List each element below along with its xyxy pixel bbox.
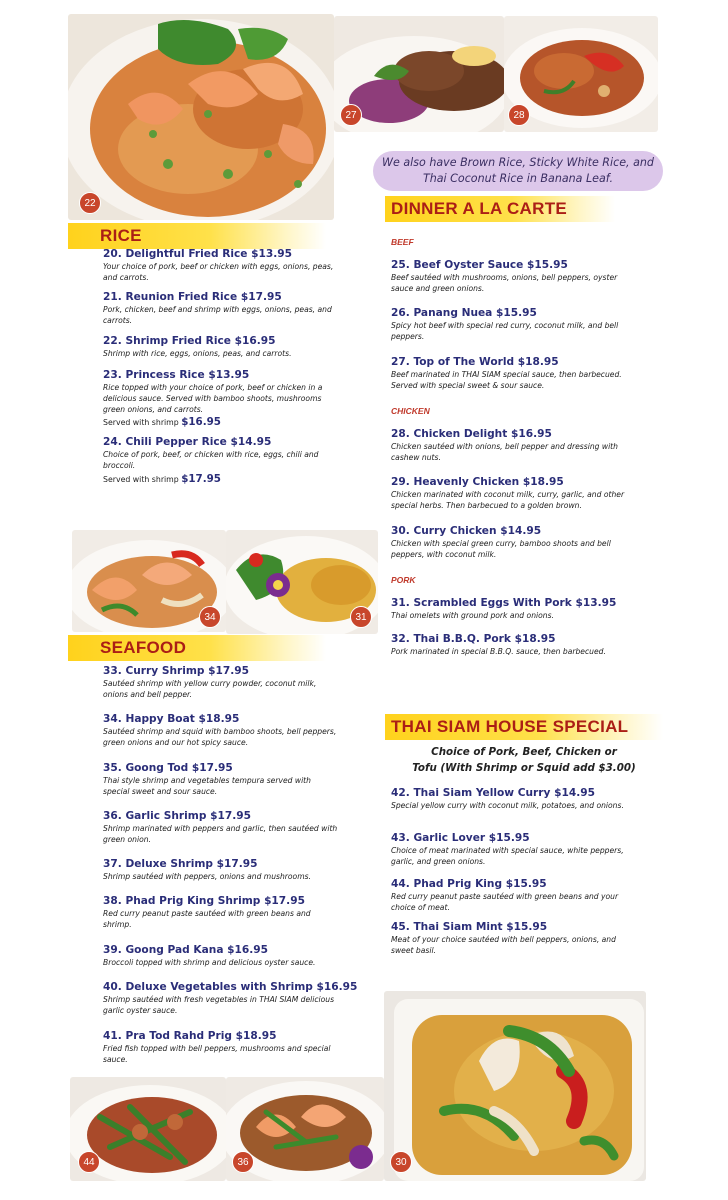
- menu-item: [391, 597, 626, 622]
- menu-item: [391, 878, 626, 914]
- item-description: Beef sautéed with mushrooms, onions, bell peppers, oyster sauce and green onions.: [391, 273, 618, 293]
- shrimp-option: [103, 416, 338, 428]
- item-description: Red curry peanut paste sautéed with green beans and your choice of meat.: [391, 892, 619, 912]
- item-name: 36. Garlic Shrimp $17.95: [103, 810, 251, 822]
- item-description: Shrimp with rice, eggs, onions, peas, and carrots.: [103, 349, 292, 358]
- photo-number-badge: 22: [79, 192, 101, 214]
- photo-garlic-shrimp: [226, 1077, 384, 1181]
- item-name: 20. Delightful Fried Rice $13.95: [103, 248, 293, 260]
- item-description: Red curry peanut paste sautéed with green beans and shrimp.: [103, 909, 311, 929]
- note-line-1: We also have Brown Rice, Sticky White Rice, and: [382, 156, 654, 169]
- item-name: 34. Happy Boat $18.95: [103, 713, 240, 725]
- item-name: 29. Heavenly Chicken $18.95: [391, 476, 564, 488]
- menu-item: [391, 832, 626, 868]
- item-name: 30. Curry Chicken $14.95: [391, 525, 542, 537]
- menu-item: [391, 259, 626, 295]
- item-description: Pork marinated in special B.B.Q. sauce, then barbecued.: [391, 647, 606, 656]
- shrimp-option-price: $16.95: [181, 416, 221, 429]
- photo-number-badge: 27: [340, 104, 362, 126]
- photo-chicken-delight: [504, 16, 658, 132]
- photo-scrambled-eggs: [226, 530, 378, 634]
- menu-item: [103, 335, 338, 360]
- meat-choice-note: [388, 745, 660, 776]
- menu-item: [103, 762, 338, 798]
- meat-choice-line-1: Choice of Pork, Beef, Chicken or: [431, 746, 617, 758]
- photo-number-badge: 31: [350, 606, 372, 628]
- item-name: 26. Panang Nuea $15.95: [391, 307, 537, 319]
- item-name: 39. Goong Pad Kana $16.95: [103, 944, 269, 956]
- item-description: Special yellow curry with coconut milk, potatoes, and onions.: [391, 801, 624, 810]
- item-name: 24. Chili Pepper Rice $14.95: [103, 436, 272, 448]
- pork-subheading: PORK: [391, 575, 416, 585]
- menu-item: [391, 476, 626, 512]
- item-description: Thai style shrimp and vegetables tempura served with special sweet and sour sauce.: [103, 776, 311, 796]
- item-name: 31. Scrambled Eggs With Pork $13.95: [391, 597, 617, 609]
- chicken-subheading: CHICKEN: [391, 406, 430, 416]
- item-name: 44. Phad Prig King $15.95: [391, 878, 547, 890]
- menu-item: [391, 428, 626, 464]
- item-name: 22. Shrimp Fried Rice $16.95: [103, 335, 276, 347]
- item-description: Chicken sautéed with onions, bell pepper and dressing with cashew nuts.: [391, 442, 618, 462]
- menu-item: [103, 1030, 338, 1066]
- item-name: 37. Deluxe Shrimp $17.95: [103, 858, 258, 870]
- photo-number-badge: 30: [390, 1151, 412, 1173]
- house-special-heading: THAI SIAM HOUSE SPECIAL: [385, 714, 663, 740]
- menu-item: [103, 665, 338, 701]
- menu-item: [391, 921, 626, 957]
- item-description: Broccoli topped with shrimp and delicious oyster sauce.: [103, 958, 316, 967]
- menu-item: [391, 787, 626, 812]
- photo-phad-prig-king: [70, 1077, 226, 1181]
- shrimp-option: [103, 473, 338, 485]
- menu-item: [391, 307, 626, 343]
- menu-item: [103, 895, 338, 931]
- item-description: Meat of your choice sautéed with bell peppers, onions, and sweet basil.: [391, 935, 616, 955]
- menu-item: [103, 944, 338, 969]
- photo-curry-chicken: [384, 991, 646, 1181]
- item-name: 45. Thai Siam Mint $15.95: [391, 921, 548, 933]
- menu-item: [391, 525, 626, 561]
- rice-options-note: [373, 151, 663, 191]
- shrimp-option-label: Served with shrimp: [103, 474, 182, 484]
- menu-item: [103, 713, 338, 749]
- item-name: 43. Garlic Lover $15.95: [391, 832, 530, 844]
- item-name: 28. Chicken Delight $16.95: [391, 428, 552, 440]
- menu-item: [103, 981, 358, 1017]
- menu-item: [103, 436, 338, 485]
- item-description: Beef marinated in THAI SIAM special sauce, then barbecued. Served with special sweet & sour sauce.: [391, 370, 622, 390]
- item-name: 25. Beef Oyster Sauce $15.95: [391, 259, 568, 271]
- item-name: 32. Thai B.B.Q. Pork $18.95: [391, 633, 556, 645]
- meat-choice-line-2: Tofu (With Shrimp or Squid add $3.00): [412, 761, 636, 774]
- item-name: 42. Thai Siam Yellow Curry $14.95: [391, 787, 595, 799]
- item-description: Thai omelets with ground pork and onions.: [391, 611, 554, 620]
- item-description: Choice of meat marinated with special sauce, white peppers, garlic, and green onions.: [391, 846, 624, 866]
- item-description: Sautéed shrimp and squid with bamboo shoots, bell peppers, green onions and our hot spicy sauce.: [103, 727, 337, 747]
- photo-number-badge: 36: [232, 1151, 254, 1173]
- beef-subheading: BEEF: [391, 237, 414, 247]
- photo-top-of-the-world: [334, 16, 504, 132]
- rice-heading: RICE: [68, 223, 326, 249]
- item-name: 38. Phad Prig King Shrimp $17.95: [103, 895, 305, 907]
- item-description: Shrimp sautéed with fresh vegetables in THAI SIAM delicious garlic oyster sauce.: [103, 995, 335, 1015]
- item-name: 27. Top of The World $18.95: [391, 356, 559, 368]
- note-line-2: Thai Coconut Rice in Banana Leaf.: [422, 172, 614, 185]
- item-description: Chicken with special green curry, bamboo shoots and bell peppers, with coconut milk.: [391, 539, 611, 559]
- photo-number-badge: 34: [199, 606, 221, 628]
- photo-number-badge: 44: [78, 1151, 100, 1173]
- item-name: 35. Goong Tod $17.95: [103, 762, 233, 774]
- item-description: Sautéed shrimp with yellow curry powder, coconut milk, onions and bell pepper.: [103, 679, 317, 699]
- item-description: Pork, chicken, beef and shrimp with eggs, onions, peas, and carrots.: [103, 305, 332, 325]
- item-description: Fried fish topped with bell peppers, mushrooms and special sauce.: [103, 1044, 331, 1064]
- menu-item: [391, 633, 626, 658]
- item-description: Spicy hot beef with special red curry, coconut milk, and bell peppers.: [391, 321, 619, 341]
- seafood-heading: SEAFOOD: [68, 635, 326, 661]
- item-name: 21. Reunion Fried Rice $17.95: [103, 291, 282, 303]
- item-name: 33. Curry Shrimp $17.95: [103, 665, 250, 677]
- photo-shrimp-fried-rice: [68, 14, 334, 220]
- item-description: Shrimp marinated with peppers and garlic, then sautéed with green onion.: [103, 824, 338, 844]
- item-description: Choice of pork, beef, or chicken with rice, eggs, chili and broccoli.: [103, 450, 319, 470]
- menu-item: [391, 356, 626, 392]
- shrimp-option-price: $17.95: [181, 472, 221, 485]
- item-description: Chicken marinated with coconut milk, curry, garlic, and other special herbs. Then barbecued to a golden brown.: [391, 490, 625, 510]
- menu-item: [103, 810, 338, 846]
- item-description: Your choice of pork, beef or chicken with eggs, onions, peas, and carrots.: [103, 262, 334, 282]
- item-description: Rice topped with your choice of pork, beef or chicken in a delicious sauce. Served with bamboo shoots, mushrooms green onions, and carrots.: [103, 383, 323, 414]
- menu-item: [103, 369, 338, 428]
- menu-item: [103, 248, 338, 284]
- menu-item: [103, 858, 338, 883]
- shrimp-option-label: Served with shrimp: [103, 418, 182, 428]
- item-name: 23. Princess Rice $13.95: [103, 369, 250, 381]
- photo-number-badge: 28: [508, 104, 530, 126]
- menu-item: [103, 291, 338, 327]
- item-name: 40. Deluxe Vegetables with Shrimp $16.95: [103, 981, 358, 993]
- item-name: 41. Pra Tod Rahd Prig $18.95: [103, 1030, 277, 1042]
- dinner-a-la-carte-heading: DINNER A LA CARTE: [385, 196, 615, 222]
- photo-happy-boat: [72, 530, 226, 632]
- item-description: Shrimp sautéed with peppers, onions and mushrooms.: [103, 872, 311, 881]
